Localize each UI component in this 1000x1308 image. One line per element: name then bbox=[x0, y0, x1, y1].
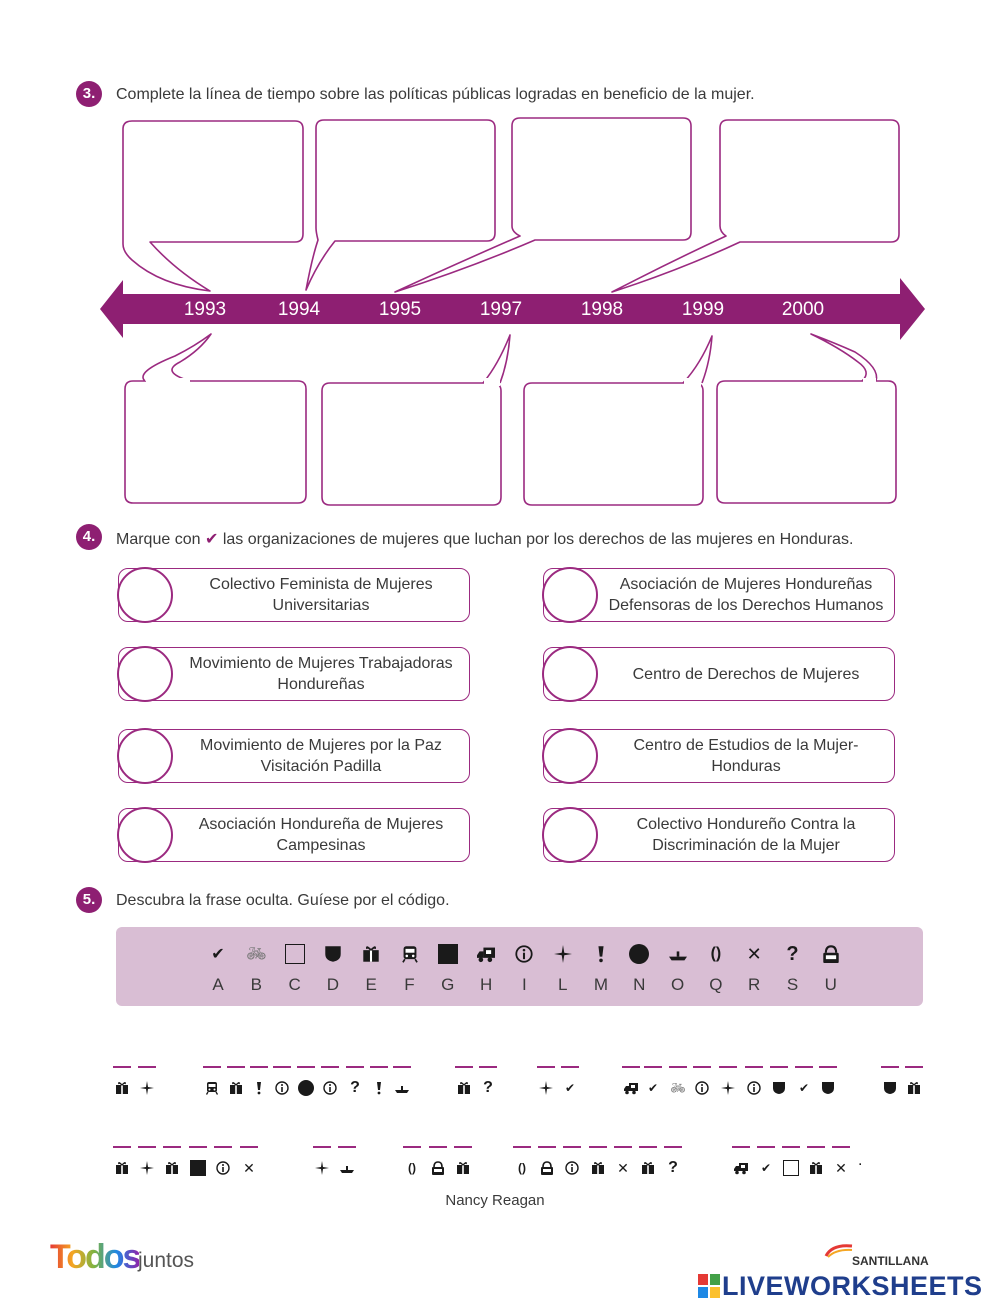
org-checkbox[interactable] bbox=[117, 728, 173, 784]
legend-item-g bbox=[433, 927, 463, 1006]
quote-author: Nancy Reagan bbox=[445, 1192, 545, 1209]
legend-item-e bbox=[356, 927, 386, 1006]
legend-item-d bbox=[318, 927, 348, 1006]
sparkle-icon bbox=[536, 1078, 556, 1098]
answer-slot[interactable] bbox=[818, 1066, 838, 1106]
check-icon: ✔ bbox=[211, 946, 225, 963]
answer-slot[interactable] bbox=[562, 1146, 582, 1186]
sparkle-icon bbox=[548, 943, 578, 965]
answer-slot[interactable] bbox=[392, 1066, 412, 1106]
parentheses-icon: () bbox=[710, 945, 722, 962]
answer-slot[interactable] bbox=[668, 1066, 688, 1106]
bicycle-icon: 🚲︎ bbox=[246, 946, 267, 963]
answer-slot[interactable] bbox=[744, 1066, 764, 1106]
org-label: Movimiento de Mujeres por la Paz Visitación Padilla bbox=[200, 737, 442, 775]
legend-letter: G bbox=[441, 975, 455, 994]
answer-slot[interactable] bbox=[613, 1146, 633, 1186]
info-icon bbox=[562, 1158, 582, 1178]
cross-icon: ✕ bbox=[746, 943, 762, 964]
answer-slot[interactable] bbox=[831, 1146, 851, 1186]
gift-icon bbox=[588, 1158, 608, 1178]
boat-icon bbox=[663, 943, 693, 965]
shield-icon bbox=[880, 1078, 900, 1098]
question-icon: ? bbox=[350, 1079, 360, 1096]
train-icon bbox=[202, 1078, 222, 1098]
puzzle-row-1 bbox=[0, 1066, 1000, 1106]
logo-word-todos: Todos bbox=[50, 1238, 140, 1276]
year-label-1994: 1994 bbox=[277, 299, 321, 320]
question-icon: ? bbox=[483, 1079, 493, 1096]
cross-icon: ✕ bbox=[835, 1159, 847, 1176]
legend-item-h bbox=[471, 927, 501, 1006]
gift-icon bbox=[806, 1158, 826, 1178]
legend-letter: I bbox=[522, 975, 527, 994]
legend-item-l bbox=[548, 927, 578, 1006]
answer-slot[interactable] bbox=[904, 1066, 924, 1106]
legend-letter: L bbox=[557, 975, 568, 994]
gift-icon bbox=[112, 1078, 132, 1098]
cross-icon: ✕ bbox=[617, 1159, 629, 1176]
legend-item-a bbox=[203, 927, 233, 1006]
legend-item-i bbox=[509, 927, 539, 1006]
legend-letter: D bbox=[326, 975, 340, 994]
legend-letter: B bbox=[250, 975, 262, 994]
year-label-1998: 1998 bbox=[580, 299, 624, 320]
answer-slot[interactable] bbox=[112, 1066, 132, 1106]
legend-letter: H bbox=[479, 975, 493, 994]
answer-slot[interactable] bbox=[621, 1066, 641, 1106]
cross-icon: ✕ bbox=[243, 1159, 255, 1176]
gift-icon bbox=[356, 943, 386, 965]
legend-item-m bbox=[586, 927, 616, 1006]
org-label: Movimiento de Mujeres Trabajadoras Hondureñas bbox=[189, 655, 453, 693]
legend-letter: Q bbox=[709, 975, 723, 994]
answer-slot[interactable] bbox=[402, 1146, 422, 1186]
legend-letter: O bbox=[670, 975, 685, 994]
exclamation-icon bbox=[369, 1078, 389, 1098]
bicycle-icon: 🚲︎ bbox=[670, 1081, 686, 1095]
legend-letter: F bbox=[404, 975, 415, 994]
org-checkbox[interactable] bbox=[542, 646, 598, 702]
section-4-number: 4. bbox=[76, 524, 102, 550]
legend-item-f bbox=[395, 927, 425, 1006]
legend-letter: M bbox=[593, 975, 609, 994]
shield-icon bbox=[818, 1078, 838, 1098]
answer-bubble-1997[interactable] bbox=[322, 383, 501, 505]
circle-filled-icon bbox=[296, 1078, 316, 1098]
answer-bubble-1999[interactable] bbox=[524, 383, 703, 505]
org-option bbox=[543, 647, 895, 701]
answer-slot[interactable] bbox=[249, 1066, 269, 1106]
timeline bbox=[0, 0, 1000, 520]
answer-slot[interactable] bbox=[272, 1066, 292, 1106]
answer-slot[interactable] bbox=[560, 1066, 580, 1106]
answer-bubble-1993-bottom[interactable] bbox=[125, 381, 306, 503]
legend-item-c bbox=[280, 927, 310, 1006]
section-3-number: 3. bbox=[76, 81, 102, 107]
answer-slot[interactable] bbox=[320, 1066, 340, 1106]
puzzle-row-2 bbox=[0, 1146, 1000, 1186]
gift-icon bbox=[453, 1158, 473, 1178]
answer-slot[interactable] bbox=[239, 1146, 259, 1186]
answer-slot[interactable] bbox=[794, 1066, 814, 1106]
answer-slot[interactable] bbox=[162, 1146, 182, 1186]
answer-slot[interactable] bbox=[512, 1146, 532, 1186]
org-option bbox=[543, 729, 895, 783]
boat-icon bbox=[337, 1158, 357, 1178]
section-5-number: 5. bbox=[76, 887, 102, 913]
legend-item-r bbox=[739, 927, 769, 1006]
instruction-text-start: Marque con bbox=[116, 531, 201, 548]
answer-slot[interactable] bbox=[781, 1146, 801, 1186]
org-option bbox=[118, 808, 470, 862]
answer-slot[interactable] bbox=[137, 1146, 157, 1186]
answer-slot[interactable] bbox=[226, 1066, 246, 1106]
section-3-instruction: Complete la línea de tiempo sobre las políticas públicas logradas en beneficio de la mujer. bbox=[116, 86, 755, 103]
section-5-instruction: Descubra la frase oculta. Guíese por el código. bbox=[116, 892, 450, 909]
info-icon bbox=[744, 1078, 764, 1098]
legend-letter: E bbox=[365, 975, 377, 994]
org-checkbox[interactable] bbox=[542, 567, 598, 623]
org-label: Colectivo Hondureño Contra la Discriminación de la Mujer bbox=[636, 816, 856, 854]
shield-icon bbox=[318, 943, 348, 965]
org-checkbox[interactable] bbox=[117, 567, 173, 623]
train-icon bbox=[395, 943, 425, 965]
question-icon: ? bbox=[786, 942, 799, 965]
org-option bbox=[543, 808, 895, 862]
answer-slot[interactable] bbox=[638, 1146, 658, 1186]
parentheses-icon: () bbox=[518, 1161, 526, 1175]
answer-slot[interactable] bbox=[769, 1066, 789, 1106]
answer-slot[interactable] bbox=[756, 1146, 776, 1186]
answer-slot[interactable] bbox=[880, 1066, 900, 1106]
org-checkbox[interactable] bbox=[542, 728, 598, 784]
code-legend bbox=[116, 927, 923, 1006]
answer-slot[interactable] bbox=[718, 1066, 738, 1106]
todos-juntos-logo bbox=[50, 1238, 139, 1277]
check-icon: ✔ bbox=[760, 1161, 772, 1175]
truck-icon bbox=[471, 943, 501, 965]
site-name: LIVEWORKSHEETS bbox=[722, 1271, 983, 1301]
check-icon: ✔ bbox=[204, 531, 219, 548]
answer-slot[interactable] bbox=[312, 1146, 332, 1186]
year-label-1993: 1993 bbox=[183, 299, 227, 320]
answer-slot[interactable] bbox=[428, 1146, 448, 1186]
publisher-logo: SANTILLANA bbox=[852, 1254, 929, 1268]
legend-item-s bbox=[778, 927, 808, 1006]
check-icon: ✔ bbox=[798, 1081, 810, 1095]
org-label: Centro de Estudios de la Mujer-Honduras bbox=[633, 737, 859, 775]
santillana-emblem-icon bbox=[824, 1242, 854, 1258]
liveworksheets-logo bbox=[698, 1271, 983, 1302]
answer-slot[interactable] bbox=[537, 1146, 557, 1186]
org-label: Asociación Hondureña de Mujeres Campesinas bbox=[198, 816, 444, 854]
sentence-period: . bbox=[858, 1152, 863, 1169]
square-filled-icon bbox=[188, 1158, 208, 1178]
answer-slot[interactable] bbox=[454, 1066, 474, 1106]
answer-slot[interactable] bbox=[213, 1146, 233, 1186]
gift-icon bbox=[112, 1158, 132, 1178]
org-checkbox[interactable] bbox=[117, 646, 173, 702]
org-label: Centro de Derechos de Mujeres bbox=[632, 665, 860, 683]
info-icon bbox=[272, 1078, 292, 1098]
check-icon: ✔ bbox=[564, 1081, 576, 1095]
org-option bbox=[118, 729, 470, 783]
year-label-2000: 2000 bbox=[781, 299, 825, 320]
legend-item-n bbox=[624, 927, 654, 1006]
parentheses-icon: () bbox=[408, 1161, 416, 1175]
answer-slot[interactable] bbox=[112, 1146, 132, 1186]
answer-bubble-1993[interactable] bbox=[123, 121, 303, 291]
answer-slot[interactable] bbox=[188, 1146, 208, 1186]
answer-slot[interactable] bbox=[202, 1066, 222, 1106]
answer-slot[interactable] bbox=[806, 1146, 826, 1186]
legend-letter: U bbox=[824, 975, 837, 994]
gift-icon bbox=[638, 1158, 658, 1178]
sparkle-icon bbox=[137, 1158, 157, 1178]
answer-slot[interactable] bbox=[478, 1066, 498, 1106]
sparkle-icon bbox=[312, 1158, 332, 1178]
exclamation-icon bbox=[586, 943, 616, 965]
info-icon bbox=[320, 1078, 340, 1098]
sparkle-icon bbox=[718, 1078, 738, 1098]
legend-letter: S bbox=[786, 975, 799, 994]
year-label-1995: 1995 bbox=[378, 299, 422, 320]
answer-slot[interactable] bbox=[296, 1066, 316, 1106]
answer-slot[interactable] bbox=[137, 1066, 157, 1106]
live-badge-icon bbox=[698, 1274, 720, 1298]
year-label-1997: 1997 bbox=[479, 299, 523, 320]
legend-letter: C bbox=[288, 975, 301, 994]
answer-slot[interactable] bbox=[588, 1146, 608, 1186]
shield-icon bbox=[769, 1078, 789, 1098]
legend-letter: A bbox=[212, 975, 224, 994]
lock-icon bbox=[537, 1158, 557, 1178]
answer-slot[interactable] bbox=[337, 1146, 357, 1186]
square-outline-icon bbox=[280, 943, 310, 965]
answer-slot[interactable] bbox=[731, 1146, 751, 1186]
answer-slot[interactable] bbox=[663, 1146, 683, 1186]
gift-icon bbox=[454, 1078, 474, 1098]
exclamation-icon bbox=[249, 1078, 269, 1098]
gift-icon bbox=[226, 1078, 246, 1098]
gift-icon bbox=[904, 1078, 924, 1098]
answer-slot[interactable] bbox=[692, 1066, 712, 1106]
square-filled-icon bbox=[433, 943, 463, 965]
answer-bubble-2000[interactable] bbox=[717, 381, 896, 503]
org-option bbox=[118, 568, 470, 622]
org-label: Colectivo Feminista de Mujeres Universitarias bbox=[209, 576, 433, 614]
info-icon bbox=[213, 1158, 233, 1178]
info-icon bbox=[692, 1078, 712, 1098]
legend-item-o bbox=[663, 927, 693, 1006]
sparkle-icon bbox=[137, 1078, 157, 1098]
info-icon bbox=[509, 943, 539, 965]
answer-slot[interactable] bbox=[643, 1066, 663, 1106]
truck-icon bbox=[731, 1158, 751, 1178]
check-icon: ✔ bbox=[647, 1081, 659, 1095]
answer-slot[interactable] bbox=[369, 1066, 389, 1106]
circle-filled-icon bbox=[624, 943, 654, 965]
truck-icon bbox=[621, 1078, 641, 1098]
legend-letter: N bbox=[633, 975, 646, 994]
section-4-instruction bbox=[116, 529, 853, 549]
legend-letter: R bbox=[748, 975, 761, 994]
org-checkbox[interactable] bbox=[542, 807, 598, 863]
boat-icon bbox=[392, 1078, 412, 1098]
org-option bbox=[543, 568, 895, 622]
org-option bbox=[118, 647, 470, 701]
square-outline-icon bbox=[781, 1158, 801, 1178]
logo-word-juntos: juntos bbox=[138, 1249, 195, 1272]
answer-slot[interactable] bbox=[536, 1066, 556, 1106]
lock-icon bbox=[428, 1158, 448, 1178]
answer-slot[interactable] bbox=[453, 1146, 473, 1186]
legend-item-u bbox=[816, 927, 846, 1006]
year-label-1999: 1999 bbox=[681, 299, 725, 320]
answer-slot[interactable] bbox=[345, 1066, 365, 1106]
legend-item-q bbox=[701, 927, 731, 1006]
gift-icon bbox=[162, 1158, 182, 1178]
org-label: Asociación de Mujeres Hondureñas Defensoras de los Derechos Humanos bbox=[608, 576, 884, 614]
org-checkbox[interactable] bbox=[117, 807, 173, 863]
question-icon: ? bbox=[668, 1159, 678, 1176]
legend-item-b bbox=[241, 927, 271, 1006]
lock-icon bbox=[816, 943, 846, 965]
instruction-text-end: las organizaciones de mujeres que luchan por los derechos de las mujeres en Honduras. bbox=[222, 531, 854, 548]
